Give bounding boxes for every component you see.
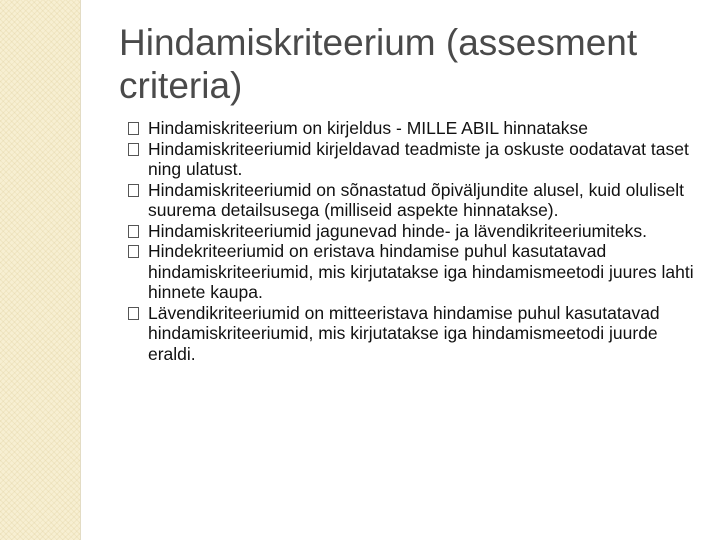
missing-glyph-box-icon	[128, 122, 139, 135]
missing-glyph-box-icon	[128, 143, 139, 156]
missing-glyph-box-icon	[128, 245, 139, 258]
decorative-side-band	[0, 0, 80, 540]
bullet-item	[128, 139, 708, 180]
missing-glyph-box-icon	[128, 184, 139, 197]
bullet-item	[128, 303, 708, 365]
bullet-item	[128, 241, 708, 303]
bullet-item	[128, 118, 708, 139]
bullet-item	[128, 180, 708, 221]
bullet-text: Hindamiskriteeriumid kirjeldavad teadmiste ja oskuste oodatavat taset ning ulatust.	[148, 138, 689, 179]
bullet-text: Hindamiskriteeriumid jagunevad hinde- ja lävendikriteeriumiteks.	[148, 220, 647, 241]
missing-glyph-box-icon	[128, 225, 139, 238]
bullet-text: Lävendikriteeriumid on mitteeristava hindamise puhul kasutatavad hindamiskriteeriumid, mis kirjutatakse iga hindamismeetodi juurde eraldi.	[148, 302, 660, 364]
slide-title: Hindamiskriteerium (assesment criteria)	[119, 22, 638, 106]
bullet-text: Hindamiskriteeriumid on sõnastatud õpiväljundite alusel, kuid oluliselt suurema detailsusega (milliseid aspekte hinnatakse).	[148, 179, 684, 220]
bullet-text: Hindekriteeriumid on eristava hindamise puhul kasutatavad hindamiskriteeriumid, mis kirjutatakse iga hindamismeetodi juures lahti hinnete kaupa.	[148, 241, 694, 302]
bullet-text: Hindamiskriteerium on kirjeldus - MILLE ABIL hinnatakse	[148, 118, 588, 138]
bullet-list	[128, 118, 708, 364]
missing-glyph-box-icon	[128, 307, 139, 320]
bullet-item	[128, 221, 708, 242]
side-band-divider	[80, 0, 81, 540]
